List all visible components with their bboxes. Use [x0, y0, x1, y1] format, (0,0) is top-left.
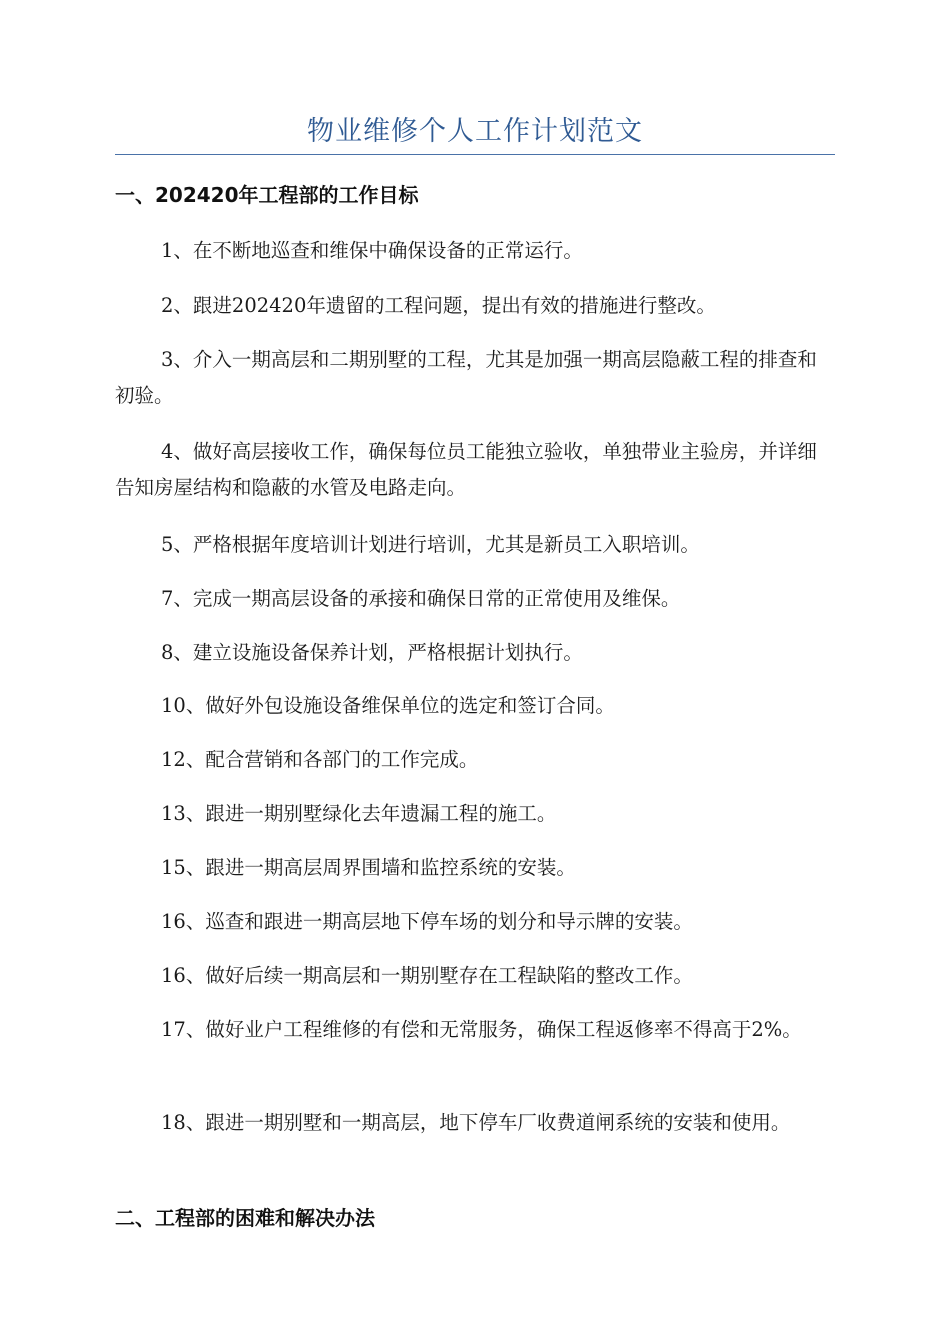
list-item: 17、做好业户工程维修的有偿和无常服务，确保工程返修率不得高于2%。	[161, 1018, 802, 1041]
list-item: 16、巡查和跟进一期高层地下停车场的划分和导示牌的安装。	[161, 910, 693, 933]
list-item: 13、跟进一期别墅绿化去年遗漏工程的施工。	[161, 802, 557, 825]
list-item: 16、做好后续一期高层和一期别墅存在工程缺陷的整改工作。	[161, 964, 693, 987]
section-heading-1: 一、202420年工程部的工作目标	[115, 183, 419, 207]
list-item: 18、跟进一期别墅和一期高层，地下停车厂收费道闸系统的安装和使用。	[161, 1111, 791, 1134]
list-item: 8、建立设施设备保养计划，严格根据计划执行。	[161, 641, 583, 664]
section-heading-2: 二、工程部的困难和解决办法	[115, 1206, 375, 1230]
list-item: 1、在不断地巡查和维保中确保设备的正常运行。	[161, 239, 583, 262]
list-item: 3、介入一期高层和二期别墅的工程，尤其是加强一期高层隐蔽工程的排查和初验。	[115, 348, 817, 407]
document-title: 物业维修个人工作计划范文	[307, 116, 643, 147]
list-item: 4、做好高层接收工作，确保每位员工能独立验收，单独带业主验房，并详细告知房屋结构和隐蔽的水管及电路走向。	[115, 440, 817, 499]
list-item: 12、配合营销和各部门的工作完成。	[161, 748, 479, 771]
list-item: 5、严格根据年度培训计划进行培训，尤其是新员工入职培训。	[161, 533, 700, 556]
list-item: 15、跟进一期高层周界围墙和监控系统的安装。	[161, 856, 576, 879]
list-item: 7、完成一期高层设备的承接和确保日常的正常使用及维保。	[161, 587, 681, 610]
title-underline	[115, 154, 835, 155]
list-item: 2、跟进202420年遗留的工程问题，提出有效的措施进行整改。	[161, 294, 716, 317]
list-item: 10、做好外包设施设备维保单位的选定和签订合同。	[161, 694, 615, 717]
